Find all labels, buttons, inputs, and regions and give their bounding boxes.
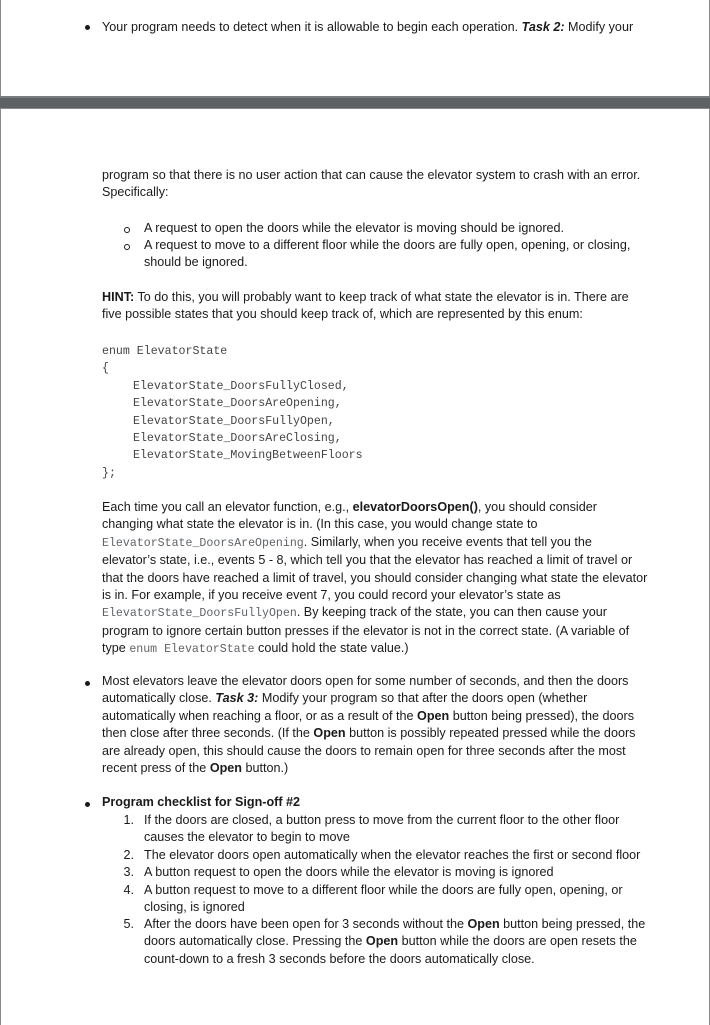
checklist-number: 2.: [123, 848, 134, 862]
checklist-item-2: The elevator doors open automatically when the elevator reaches the first or second floor: [144, 848, 641, 862]
code-state: ElevatorState_DoorsAreClosing,: [133, 432, 342, 446]
code-state: ElevatorState_DoorsFullyOpen,: [133, 414, 335, 428]
task2-label: Task 2:: [521, 20, 565, 34]
code-decl: enum ElevatorState: [102, 345, 228, 358]
page-separator: [0, 96, 710, 108]
checklist-number: 3.: [123, 865, 134, 879]
checklist-number: 4.: [123, 883, 134, 897]
checklist-number: 1.: [123, 813, 134, 827]
circle-bullet-icon: [124, 227, 130, 233]
code-state: ElevatorState_DoorsFullyClosed,: [133, 379, 349, 393]
code-state: ElevatorState_MovingBetweenFloors: [133, 449, 363, 463]
code-close-brace: };: [102, 466, 116, 480]
task3-paragraph: Most elevators leave the elevator doors open for some number of seconds, and then the doors automatically close. Task 3: Modify your program so that after the doors open (whether automatically when reaching a floor, or as a result of the Open button being pressed), the doors then close after three seconds. (If the Open button is possibly repeated pressed while the doors are already open, this should cause the doors to remain open for three seconds after the most recent press of the Open button.): [102, 674, 636, 776]
page-top-fragment: [0, 0, 710, 97]
hint-label: HINT:: [102, 290, 135, 304]
code-open-brace: {: [102, 362, 109, 376]
state-tracking-paragraph: Each time you call an elevator function, e.g., elevatorDoorsOpen(), you should consider changing what state the elevator is in. (In this case, you would change state to ElevatorState_DoorsAreOpening. Similarly, when you receive events that tell you the elevator’s state, i.e., events 5 - 8, which tell you that the elevator has reached a limit of travel or that the doors have reached a limit of travel, you should consider changing what state the elevator is in. For example, if you receive event 7, you could record your elevator’s state as ElevatorState_DoorsFullyOpen. By keeping track of the state, you can then cause your program to ignore certain button presses if the elevator is not in the correct state. (A variable of type enum ElevatorState could hold the state value.): [102, 500, 648, 657]
bullet-icon: [85, 681, 90, 686]
task3-label: Task 3:: [215, 691, 259, 706]
task2-intro: Your program needs to detect when it is allowable to begin each operation. Task 2: Modify your: [102, 20, 634, 34]
checklist-number: 5.: [123, 917, 134, 931]
subitem-1: A request to open the doors while the elevator is moving should be ignored.: [144, 221, 565, 235]
checklist-item-5: After the doors have been open for 3 seconds without the Open button being pressed, the doors automatically close. Pressing the Open button while the doors are open resets the count-down to a fresh 3 seconds before the doors automatically close.: [144, 917, 646, 966]
code-state: ElevatorState_DoorsAreOpening,: [133, 397, 342, 411]
enum-code-block: [102, 343, 363, 482]
bullet-icon: [85, 25, 90, 30]
checklist-title: Program checklist for Sign-off #2: [102, 795, 301, 809]
page-main: [0, 108, 710, 1025]
checklist-item-1: If the doors are closed, a button press to move from the current floor to the other floor causes the elevator to begin to move: [144, 813, 620, 845]
hint-paragraph: HINT: To do this, you will probably want to keep track of what state the elevator is in. There are five possible states that you should keep track of, which are represented by this enum:: [102, 290, 629, 322]
task2-continuation: program so that there is no user action that can cause the elevator system to crash with an error. Specifically:: [102, 168, 641, 200]
checklist-item-4: A button request to move to a different floor while the doors are fully open, opening, or closing, is ignored: [144, 883, 623, 915]
subitem-2: A request to move to a different floor while the doors are fully open, opening, or closing, should be ignored.: [144, 238, 631, 270]
circle-bullet-icon: [124, 244, 130, 250]
checklist-item-3: A button request to open the doors while the elevator is moving is ignored: [144, 865, 554, 879]
bullet-icon: [85, 802, 90, 807]
